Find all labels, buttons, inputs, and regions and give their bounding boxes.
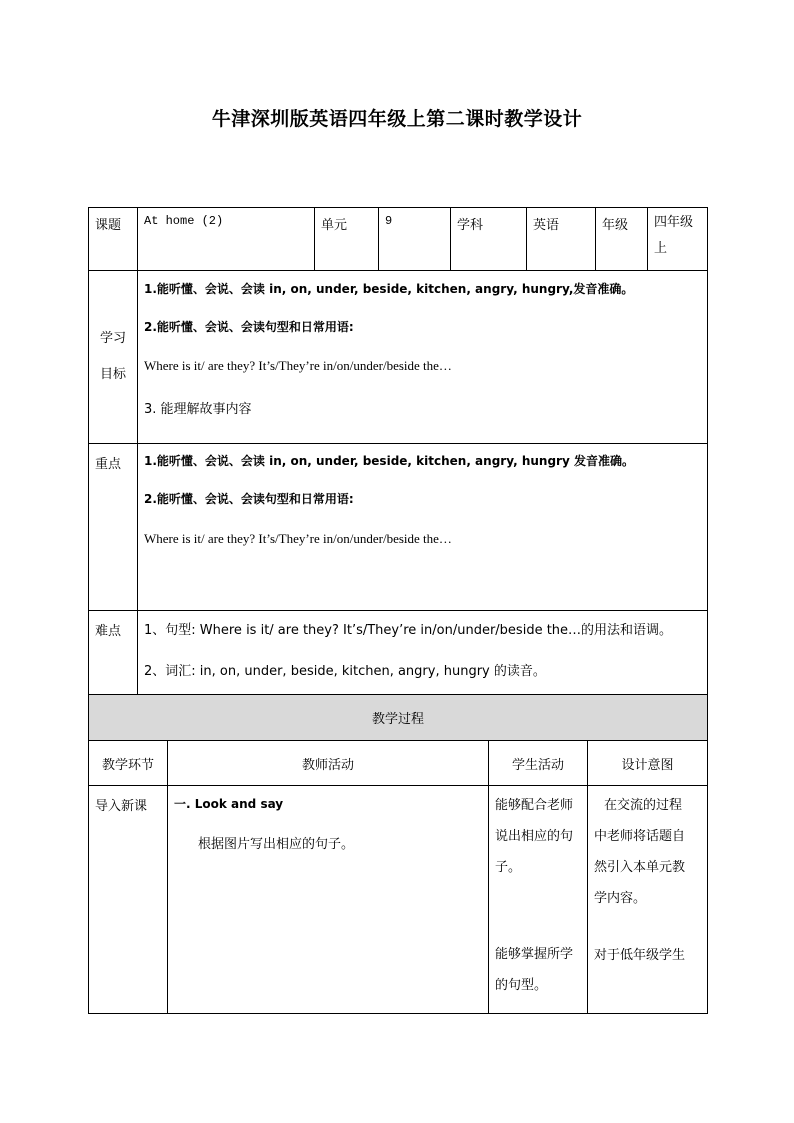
keypoints-line1: 1.能听懂、会说、会读 in, on, under, beside, kitchen, angry, hungry 发音准确。 — [144, 454, 634, 468]
grade-value-line2: 上 — [654, 241, 668, 256]
keypoints-line2: 2.能听懂、会说、会读句型和日常用语: — [144, 492, 354, 506]
design-intent — [588, 786, 708, 1014]
student-line1: 能够配合老师 — [495, 798, 574, 813]
objectives-line4: 3. 能理解故事内容 — [144, 402, 252, 417]
difficulties-label: 难点 — [89, 611, 138, 695]
objectives-line1: 1.能听懂、会说、会读 in, on, under, beside, kitchen, angry, hungry,发音准确。 — [144, 282, 634, 296]
objectives-line3: Where is it/ are they? It’s/They’re in/on/under/beside the… — [144, 358, 452, 373]
subject-label: 学科 — [451, 208, 527, 271]
objectives-row — [89, 271, 708, 444]
col-teacher: 教师活动 — [168, 741, 489, 786]
grade-value — [648, 208, 708, 271]
difficulties-row — [89, 611, 708, 695]
objectives-content — [138, 271, 708, 444]
difficulties-content — [138, 611, 708, 695]
teacher-line1: 一. Look and say — [174, 797, 284, 811]
course-row — [89, 208, 708, 271]
unit-value: 9 — [379, 208, 451, 271]
unit-label: 单元 — [315, 208, 379, 271]
intent-line2: 中老师将话题自 — [594, 829, 686, 844]
info-table — [88, 207, 708, 695]
col-intent: 设计意图 — [588, 741, 708, 786]
keypoints-row — [89, 444, 708, 611]
teacher-activity — [168, 786, 489, 1014]
objectives-label-line1: 学习 — [99, 331, 126, 346]
intent-line4: 学内容。 — [594, 891, 647, 906]
student-line2: 说出相应的句 — [495, 829, 574, 844]
process-header: 教学过程 — [89, 695, 708, 741]
intro-row — [89, 786, 708, 1014]
course-value: At home (2) — [138, 208, 315, 271]
col-student: 学生活动 — [489, 741, 588, 786]
intent-line5: 对于低年级学生 — [594, 948, 686, 963]
objectives-label-line2: 目标 — [99, 367, 126, 382]
intent-line3: 然引入本单元教 — [594, 860, 686, 875]
subject-value: 英语 — [527, 208, 596, 271]
keypoints-content — [138, 444, 708, 611]
objectives-line2: 2.能听懂、会说、会读句型和日常用语: — [144, 320, 354, 334]
page-title: 牛津深圳版英语四年级上第二课时教学设计 — [211, 108, 583, 130]
teacher-line2: 根据图片写出相应的句子。 — [198, 837, 355, 852]
keypoints-line3: Where is it/ are they? It’s/They’re in/on/under/beside the… — [144, 531, 452, 546]
col-stage: 教学环节 — [89, 741, 168, 786]
course-label: 课题 — [89, 208, 138, 271]
grade-value-line1: 四年级 — [654, 215, 694, 230]
student-line3: 子。 — [495, 860, 522, 875]
process-header-row — [89, 695, 708, 741]
objectives-label — [89, 271, 138, 444]
difficulties-line1: 1、句型: Where is it/ are they? It’s/They’re in/on/under/beside the…的用法和语调。 — [144, 623, 673, 638]
process-columns-row — [89, 741, 708, 786]
keypoints-label: 重点 — [89, 444, 138, 611]
student-line5: 的句型。 — [495, 978, 548, 993]
difficulties-line2: 2、词汇: in, on, under, beside, kitchen, angry, hungry 的读音。 — [144, 664, 546, 679]
student-activity — [489, 786, 588, 1014]
process-table — [88, 694, 708, 1014]
stage-intro: 导入新课 — [89, 786, 168, 1014]
grade-label: 年级 — [596, 208, 648, 271]
intent-line1: 在交流的过程 — [604, 798, 683, 813]
student-line4: 能够掌握所学 — [495, 947, 574, 962]
